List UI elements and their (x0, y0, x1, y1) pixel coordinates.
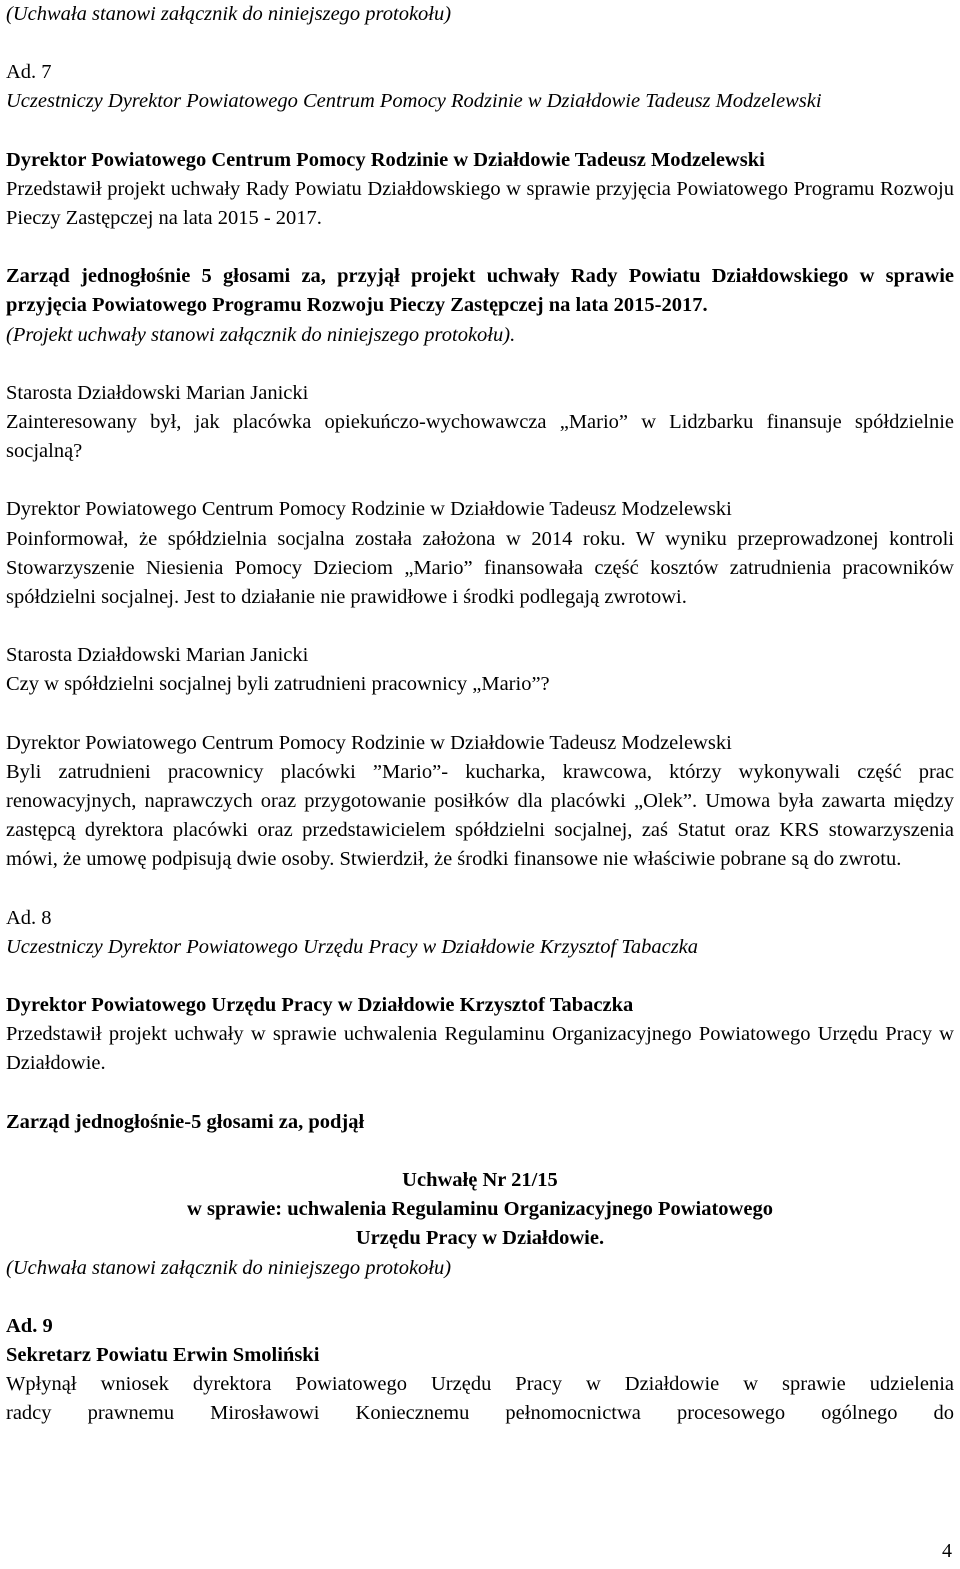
speaker-name: Sekretarz Powiatu Erwin Smoliński (6, 1343, 320, 1366)
page-number: 4 (942, 1540, 952, 1562)
resolution-subject: w sprawie: uchwalenia Regulaminu Organizacyjnego Powiatowego (187, 1198, 773, 1221)
board-decision: Zarząd jednogłośnie 5 głosami za, przyjął projekt uchwały Rady Powiatu Działdowskiego w sprawie przyjęcia Powiatowego Programu Rozwoju Pieczy Zastępczej na lata 2015-2017. (6, 265, 954, 317)
statement-text: Poinformował, że spółdzielnia socjalna została założona w 2014 roku. W wyniku przeprowadzonej kontroli Stowarzyszenie Niesienia Pomocy Dzieciom „Mario” finansowała część kosztów zatrudnienia pracowników spółdzielni socjalnej. Jest to działanie nie prawidłowe i środki podlegają zwrotowi. (6, 527, 954, 609)
statement-text: radcy prawnemu Mirosławowi Koniecznemu pełnomocnictwa procesowego ogólnego do (6, 1402, 954, 1425)
speaker-name: Dyrektor Powiatowego Urzędu Pracy w Działdowie Krzysztof Tabaczka (6, 994, 634, 1017)
attachment-note: (Uchwała stanowi załącznik do niniejszego protokołu) (6, 1256, 452, 1279)
speaker-name: Dyrektor Powiatowego Centrum Pomocy Rodzinie w Działdowie Tadeusz Modzelewski (6, 148, 765, 171)
attachment-note: (Projekt uchwały stanowi załącznik do niniejszego protokołu). (6, 323, 516, 346)
speaker-name: Starosta Działdowski Marian Janicki (6, 381, 309, 404)
agenda-item-heading: Ad. 8 (6, 906, 52, 929)
agenda-item-heading: Ad. 9 (6, 1314, 53, 1337)
statement-text: Przedstawił projekt uchwały Rady Powiatu Działdowskiego w sprawie przyjęcia Powiatowego Programu Rozwoju Pieczy Zastępczej na lata 2015 - 2017. (6, 177, 954, 230)
agenda-item-heading: Ad. 7 (6, 61, 52, 84)
document-page (6, 0, 954, 1429)
statement-text: Przedstawił projekt uchwały w sprawie uchwalenia Regulaminu Organizacyjnego Powiatowego Urzędu Pracy w Działdowie. (6, 1023, 954, 1075)
statement-text: Zainteresowany był, jak placówka opiekuńczo-wychowawcza „Mario” w Lidzbarku finansuje spółdzielnie socjalną? (6, 411, 954, 463)
statement-text: Wpłynął wniosek dyrektora Powiatowego Urzędu Pracy w Działdowie w sprawie udzielenia (6, 1373, 954, 1396)
speaker-name: Dyrektor Powiatowego Centrum Pomocy Rodzinie w Działdowie Tadeusz Modzelewski (6, 731, 732, 754)
speaker-name: Dyrektor Powiatowego Centrum Pomocy Rodzinie w Działdowie Tadeusz Modzelewski (6, 498, 732, 521)
participants-line: Uczestniczy Dyrektor Powiatowego Urzędu Pracy w Działdowie Krzysztof Tabaczka (6, 935, 699, 958)
speaker-name: Starosta Działdowski Marian Janicki (6, 644, 309, 667)
resolution-subject: Urzędu Pracy w Działdowie. (355, 1227, 605, 1250)
participants-line: Uczestniczy Dyrektor Powiatowego Centrum Pomocy Rodzinie w Działdowie Tadeusz Modzelewski (6, 90, 822, 113)
statement-text: Czy w spółdzielni socjalnej byli zatrudnieni pracownicy „Mario”? (6, 673, 550, 696)
statement-text: Byli zatrudnieni pracownicy placówki ”Mario”- kucharka, krawcowa, którzy wykonywali część prac renowacyjnych, naprawczych oraz przygotowanie posiłków dla placówki „Olek”. Umowa była zawarta między zastępcą dyrektora placówki oraz przedstawicielem spółdzielni socjalnej, zaś Statut oraz KRS stowarzyszenia mówi, że umowę podpisują dwie osoby. Stwierdził, że środki finansowe nie właściwie pobrane są do zwrotu. (6, 760, 954, 871)
attachment-note: (Uchwała stanowi załącznik do niniejszego protokołu) (6, 3, 452, 25)
resolution-title: Uchwałę Nr 21/15 (402, 1168, 558, 1191)
board-decision: Zarząd jednogłośnie-5 głosami za, podjął (6, 1110, 365, 1133)
